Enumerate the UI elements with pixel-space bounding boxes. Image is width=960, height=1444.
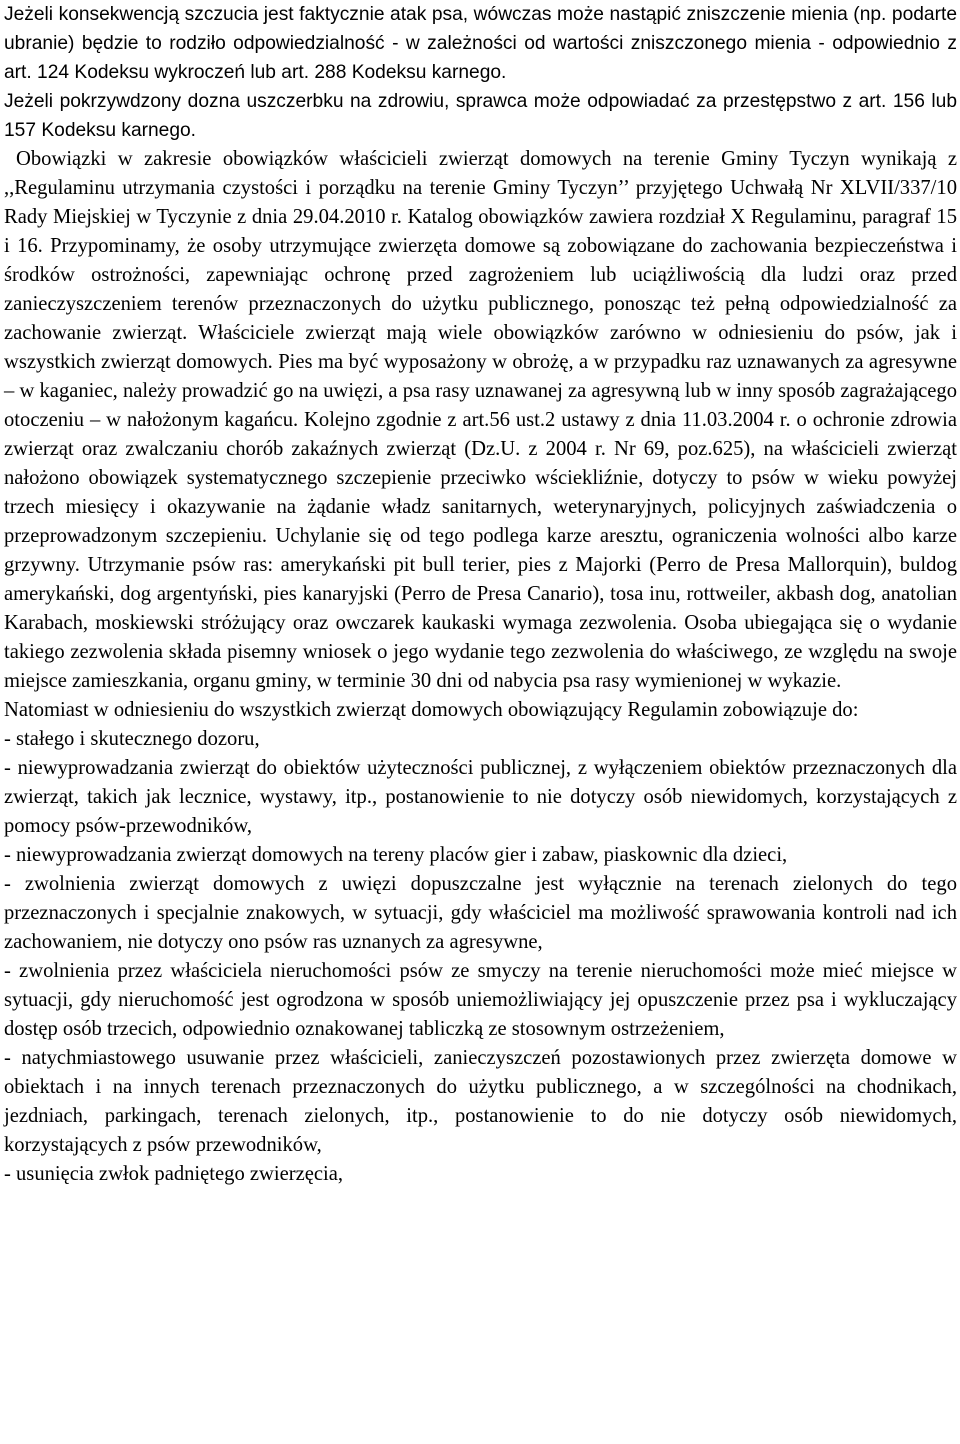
list-item: - natychmiastowego usuwanie przez właścicieli, zanieczyszczeń pozostawionych przez zwierzęta domowe w obiektach i na innych terenach przeznaczonych do użytku publicznego, a w szczególności na chodnikach, jezdniach, parkingach, terenach zielonych, itp., postanowienie to do nie dotyczy osób niewidomych, korzystających z psów przewodników,: [4, 1047, 957, 1156]
list-item: - niewyprowadzania zwierząt do obiektów użyteczności publicznej, z wyłączeniem obiektów przeznaczonych dla zwierząt, takich jak lecznice, wystawy, itp., postanowienie to nie dotyczy osób niewidomych, korzystających z pomocy psów-przewodników,: [4, 757, 957, 837]
list-item: - zwolnienia przez właściciela nieruchomości psów ze smyczy na terenie nieruchomości może mieć miejsce w sytuacji, gdy nieruchomość jest ogrodzona w sposób uniemożliwiający jej opuszczenie przez psa i wykluczający dostęp osób trzecich, odpowiednio oznakowanej tabliczką ze stosownym ostrzeżeniem,: [4, 960, 957, 1040]
intro-paragraph-damage: Jeżeli konsekwencją szczucia jest faktycznie atak psa, wówczas może nastąpić zniszczenie mienia (np. podarte ubranie) będzie to rodziło odpowiedzialność - w zależności od wartości zniszczonego mienia - odpowiednio z art. 124 Kodeksu wykroczeń lub art. 288 Kodeksu karnego.: [4, 4, 957, 83]
main-section: [4, 145, 957, 1189]
list-item: - niewyprowadzania zwierząt domowych na tereny placów gier i zabaw, piaskownic dla dzieci,: [4, 844, 788, 866]
intro-section: [4, 0, 957, 145]
intro-paragraph-injury: Jeżeli pokrzywdzony dozna uszczerbku na zdrowiu, sprawca może odpowiadać za przestępstwo z art. 156 lub 157 Kodeksu karnego.: [4, 91, 957, 141]
list-item: - zwolnienia zwierząt domowych z uwięzi dopuszczalne jest wyłącznie na terenach zielonych do tego przeznaczonych i specjalnie znakowych, w sytuacji, gdy właściciel ma możliwość sprawowania kontroli nad ich zachowaniem, nie dotyczy ono psów ras uznanych za agresywne,: [4, 873, 957, 953]
obligations-list: [4, 725, 957, 1189]
list-item: - stałego i skutecznego dozoru,: [4, 728, 260, 750]
regulation-intro: Natomiast w odniesieniu do wszystkich zwierząt domowych obowiązujący Regulamin zobowiązuje do:: [4, 699, 859, 721]
obligations-paragraph: Obowiązki w zakresie obowiązków właścicieli zwierząt domowych na terenie Gminy Tyczyn wynikają z ,,Regulaminu utrzymania czystości i porządku na terenie Gminy Tyczyn’’ przyjętego Uchwałą Nr XLVII/337/10 Rady Miejskiej w Tyczynie z dnia 29.04.2010 r. Katalog obowiązków zawiera rozdział X Regulaminu, paragraf 15 i 16. Przypominamy, że osoby utrzymujące zwierzęta domowe są zobowiązane do zachowania bezpieczeństwa i środków ostrożności, zapewniając ochronę przed zagrożeniem lub uciążliwością dla ludzi oraz przed zanieczyszczeniem terenów przeznaczonych do użytku publicznego, ponosząc też pełną odpowiedzialność za zachowanie zwierząt. Właściciele zwierząt mają wiele obowiązków zarówno w odniesieniu do psów, jak i wszystkich zwierząt domowych. Pies ma być wyposażony w obrożę, a w przypadku raz uznawanych za agresywne – w kaganiec, należy prowadzić go na uwięzi, a psa rasy uznawanej za agresywną lub w inny sposób zagrażającego otoczeniu – w nałożonym kagańcu. Kolejno zgodnie z art.56 ust.2 ustawy z dnia 11.03.2004 r. o ochronie zdrowia zwierząt oraz zwalczaniu chorób zakaźnych zwierząt (Dz.U. z 2004 r. Nr 69, poz.625), na właścicieli zwierząt nałożono obowiązek systematycznego szczepienie przeciwko wściekliźnie, dotyczy to psów w wieku powyżej trzech miesięcy i okazywanie na żądanie władz sanitarnych, weterynaryjnych, policyjnych zaświadczenia o przeprowadzonym szczepieniu. Uchylanie się od tego podlega karze aresztu, ograniczenia wolności albo karze grzywny. Utrzymanie psów ras: amerykański pit bull terier, pies z Majorki (Perro de Presa Mallorquin), buldog amerykański, dog argentyński, pies kanaryjski (Perro de Presa Canario), tosa inu, rottweiler, akbash dog, anatolian Karabach, moskiewski stróżujący oraz owczarek kaukaski wymaga zezwolenia. Osoba ubiegająca się o wydanie takiego zezwolenia składa pisemny wniosek o jego wydanie tego zezwolenia do właściwego, ze względu na swoje miejsce zamieszkania, organu gminy, w terminie 30 dni od nabycia psa rasy wymienionej w wykazie.: [4, 148, 957, 692]
list-item: - usunięcia zwłok padniętego zwierzęcia,: [4, 1163, 344, 1185]
